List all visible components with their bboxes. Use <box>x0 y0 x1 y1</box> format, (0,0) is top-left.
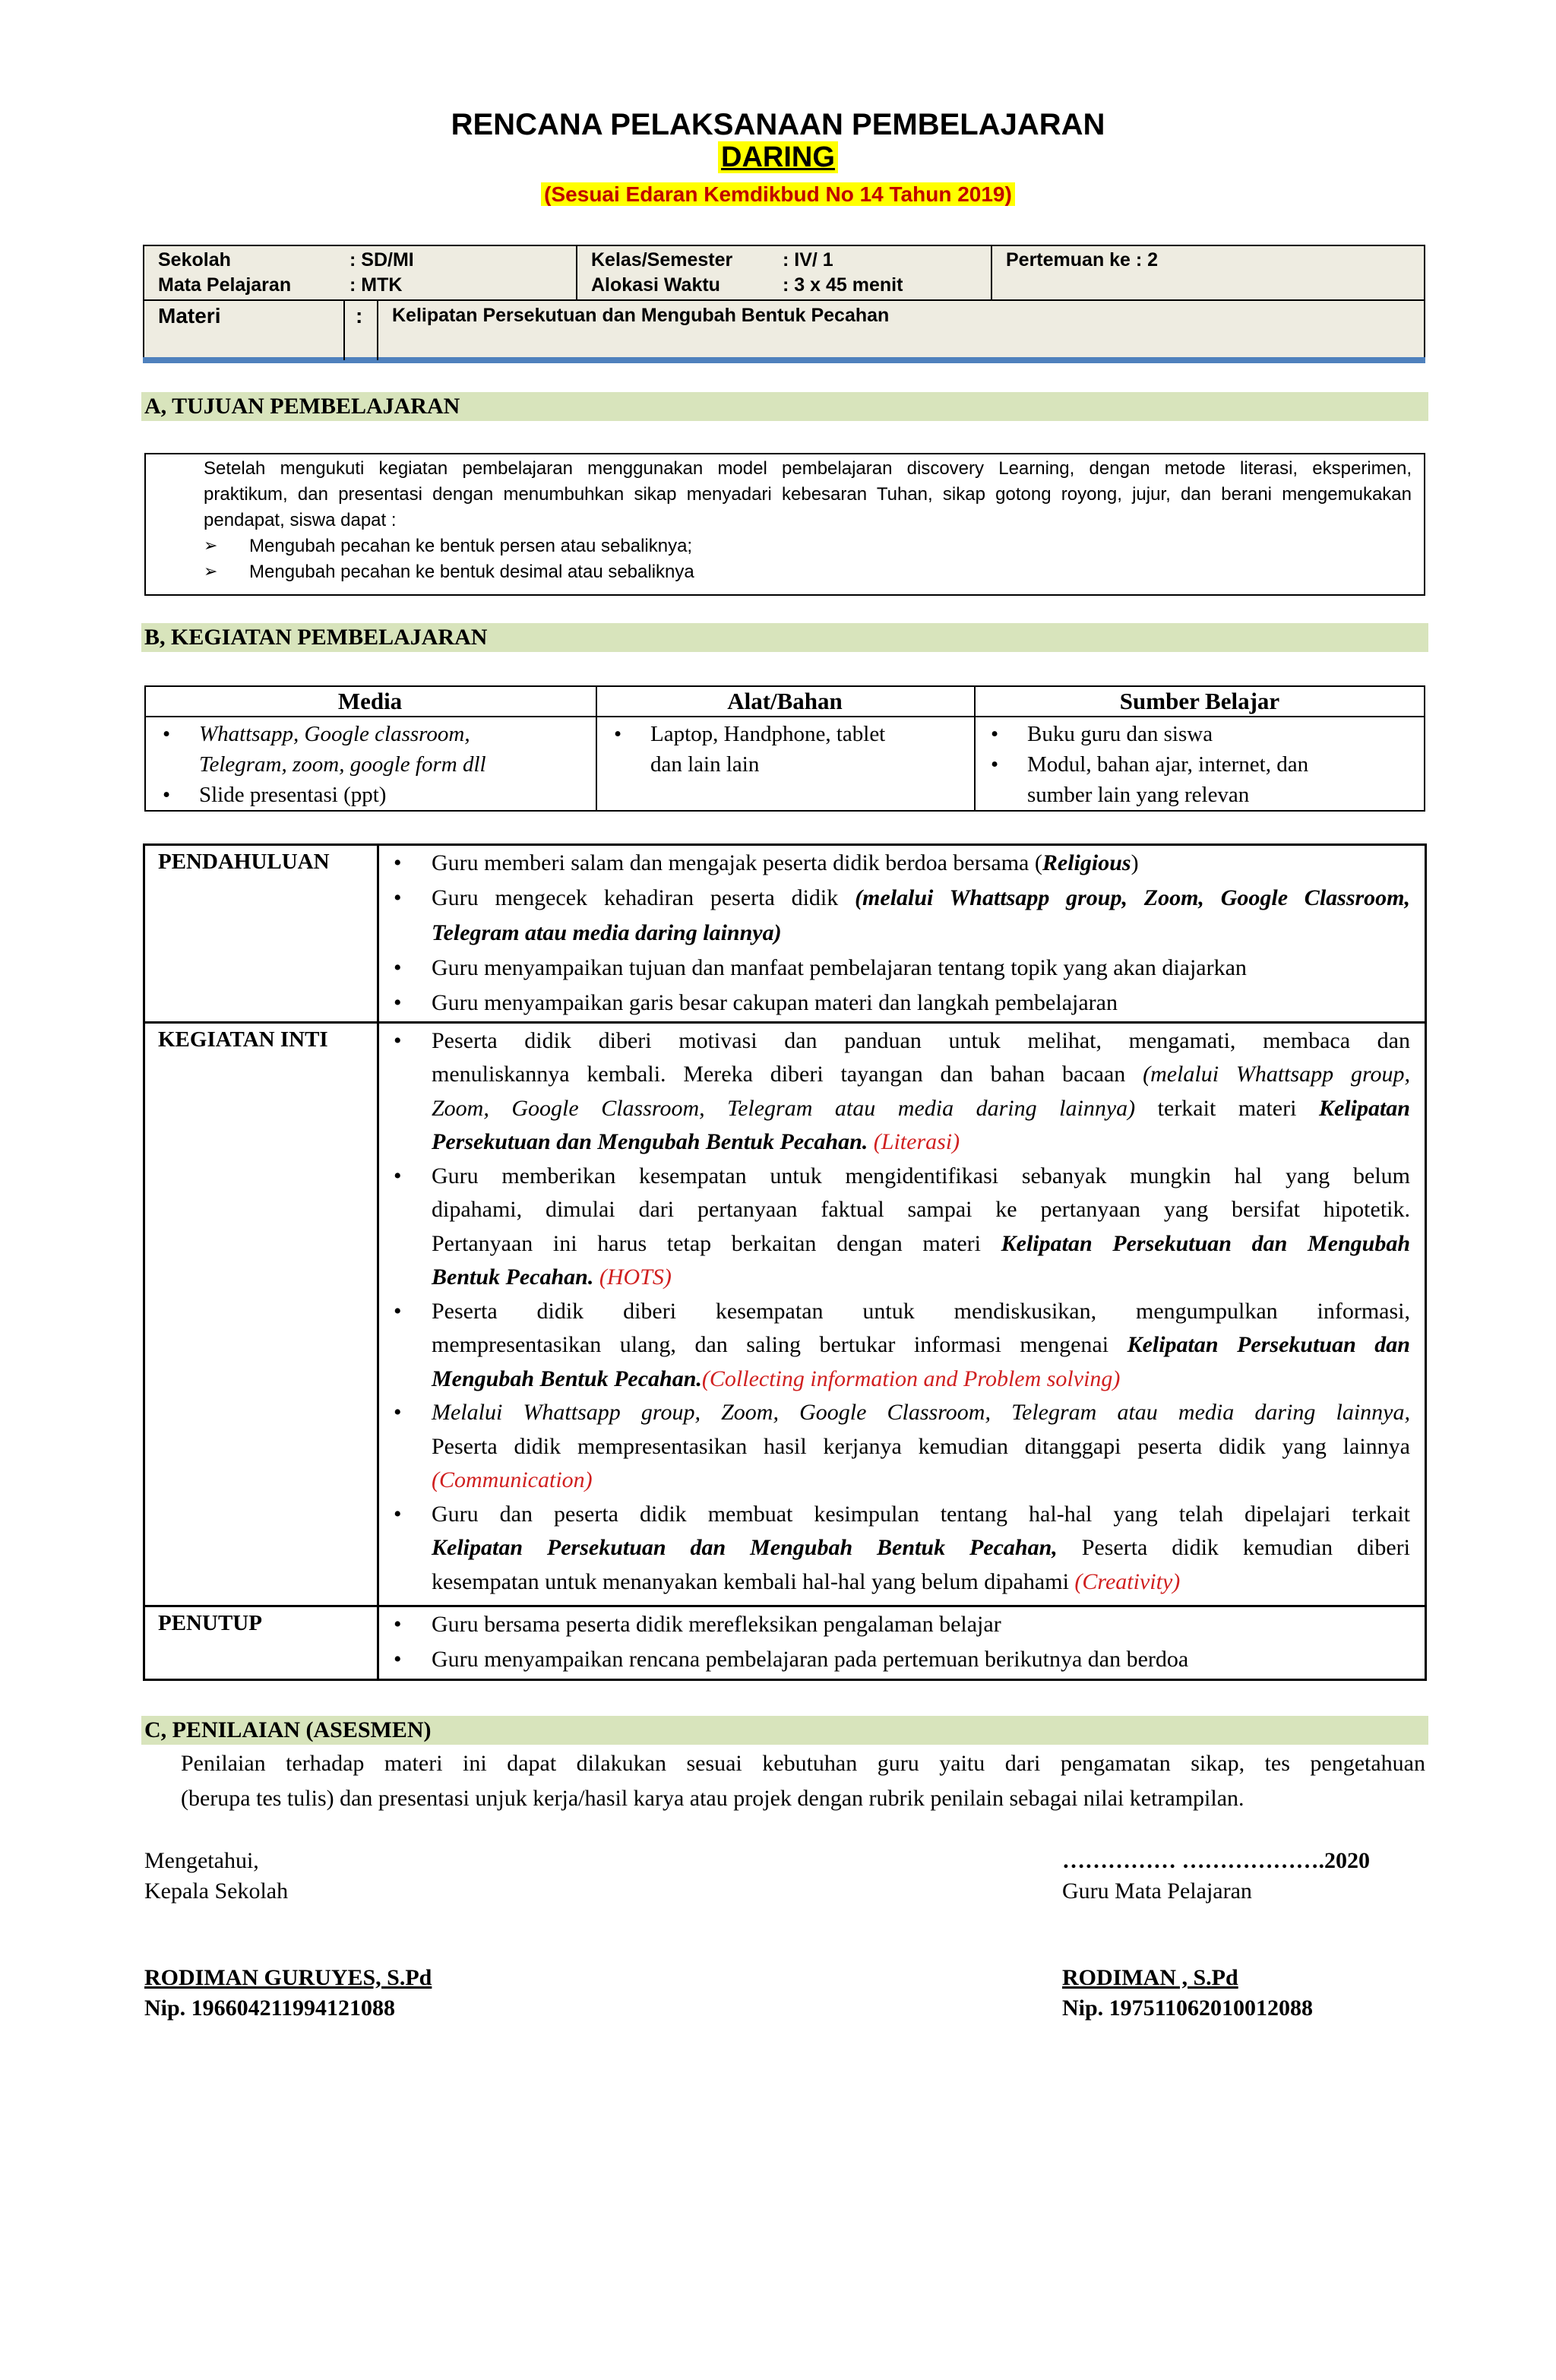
media-header: Media <box>337 688 403 714</box>
alat-item: dan lain lain <box>650 752 760 777</box>
pendahuluan-item: Guru menyampaikan garis besar cakupan materi dan langkah pembelajaran <box>432 990 1118 1015</box>
section-b-heading: B, KEGIATAN PEMBELAJARAN <box>141 623 1428 652</box>
penilaian-text: Penilaian terhadap materi ini dapat dilakukan sesuai kebutuhan guru yaitu dari pengamatan sikap, tes pengetahuan <box>181 1751 1425 1776</box>
divider <box>377 299 378 360</box>
inti-line: kesempatan untuk menanyakan kembali hal-hal yang belum dipahami (Creativity) <box>432 1569 1181 1594</box>
section-c-heading: C, PENILAIAN (ASESMEN) <box>141 1716 1428 1745</box>
info-table-accent-bar <box>143 357 1425 363</box>
bullet-icon: • <box>991 752 999 777</box>
alat-header: Alat/Bahan <box>727 688 843 714</box>
alat-item: Laptop, Handphone, tablet <box>650 722 886 746</box>
pendahuluan-item: Guru mengecek kehadiran peserta didik (melalui Whattsapp group, Zoom, Google Classroom, <box>432 885 1411 910</box>
inti-line: Melalui Whattsapp group, Zoom, Google Classroom, Telegram atau media daring lainnya, <box>432 1400 1410 1425</box>
pertemuan-value: Pertemuan ke : 2 <box>1006 249 1159 271</box>
sumber-item: Buku guru dan siswa <box>1027 722 1213 746</box>
kegiatan-inti-label: KEGIATAN INTI <box>158 1027 328 1052</box>
alokasi-label: Alokasi Waktu <box>591 274 720 296</box>
sumber-item: Modul, bahan ajar, internet, dan <box>1027 752 1309 777</box>
bullet-icon: • <box>394 990 402 1015</box>
guru-title: Guru Mata Pelajaran <box>1062 1878 1252 1904</box>
tujuan-item: Mengubah pecahan ke bentuk desimal atau sebaliknya <box>249 562 694 582</box>
guru-name: RODIMAN , S.Pd <box>1062 1965 1238 1990</box>
inti-line: Guru dan peserta didik membuat kesimpulan tentang hal-hal yang telah dipelajari terkait <box>432 1502 1410 1527</box>
inti-line: mempresentasikan ulang, dan saling bertukar informasi mengenai Kelipatan Persekutuan dan <box>432 1332 1410 1357</box>
divider <box>377 843 379 1681</box>
tujuan-line: praktikum, dan presentasi dengan menumbuhkan sikap menyadari kebesaran Tuhan, sikap gotong royong, jujur, dan berani mengemukakan <box>204 484 1412 505</box>
pendahuluan-label: PENDAHULUAN <box>158 850 330 874</box>
materi-colon: : <box>356 304 363 328</box>
inti-line: Peserta didik diberi kesempatan untuk mendiskusikan, mengumpulkan informasi, <box>432 1299 1410 1324</box>
kepala-sekolah-name: RODIMAN GURUYES, S.Pd <box>144 1965 432 1990</box>
inti-line: Persekutuan dan Mengubah Bentuk Pecahan. (Literasi) <box>432 1129 960 1154</box>
inti-line: Peserta didik diberi motivasi dan panduan untuk melihat, mengamati, membaca dan <box>432 1028 1410 1053</box>
sumber-header: Sumber Belajar <box>1119 688 1280 714</box>
arrow-bullet-icon: ➢ <box>204 562 218 581</box>
inti-line: Peserta didik mempresentasikan hasil kerjanya kemudian ditanggapi peserta didik yang lainnya <box>432 1434 1410 1459</box>
divider <box>991 245 992 299</box>
bullet-icon: • <box>394 1612 402 1637</box>
arrow-bullet-icon: ➢ <box>204 536 218 555</box>
penutup-item: Guru bersama peserta didik merefleksikan pengalaman belajar <box>432 1612 1001 1637</box>
tujuan-line: Setelah mengukuti kegiatan pembelajaran menggunakan model pembelajaran discovery Learning, dengan metode literasi, eksperimen, <box>204 458 1412 479</box>
section-a-heading: A, TUJUAN PEMBELAJARAN <box>141 392 1428 421</box>
guru-nip: Nip. 197511062010012088 <box>1062 1995 1314 2021</box>
bullet-icon: • <box>991 722 999 746</box>
inti-line: menuliskannya kembali. Mereka diberi tayangan dan bahan bacaan (melalui Whattsapp group, <box>432 1062 1411 1087</box>
materi-value: Kelipatan Persekutuan dan Mengubah Bentuk Pecahan <box>392 305 890 326</box>
inti-line: Kelipatan Persekutuan dan Mengubah Bentuk Pecahan, Peserta didik kemudian diberi <box>432 1535 1411 1560</box>
pendahuluan-item-cont: Telegram atau media daring lainnya) <box>432 920 782 945</box>
penutup-label: PENUTUP <box>158 1611 262 1635</box>
pendahuluan-item: Guru memberi salam dan mengajak peserta didik berdoa bersama (Religious) <box>432 850 1139 875</box>
inti-line: (Communication) <box>432 1467 593 1492</box>
kepala-sekolah-nip: Nip. 196604211994121088 <box>144 1995 396 2021</box>
inti-line: Guru memberikan kesempatan untuk mengidentifikasi sebanyak mungkin hal yang belum <box>432 1163 1410 1188</box>
pendahuluan-item: Guru menyampaikan tujuan dan manfaat pembelajaran tentang topik yang akan diajarkan <box>432 955 1247 980</box>
bullet-icon: • <box>163 783 171 807</box>
penutup-item: Guru menyampaikan rencana pembelajaran pada pertemuan berikutnya dan berdoa <box>432 1647 1189 1672</box>
sekolah-value: : SD/MI <box>349 249 414 271</box>
bullet-icon: • <box>163 722 171 746</box>
inti-line: Bentuk Pecahan. (HOTS) <box>432 1264 672 1290</box>
bullet-icon: • <box>394 1299 402 1324</box>
divider <box>343 299 345 360</box>
divider <box>143 1605 1427 1607</box>
divider <box>144 716 1425 717</box>
inti-line: dipahami, dimulai dari pertanyaan faktual sampai ke pertanyaan yang bersifat hipotetik. <box>432 1197 1410 1222</box>
document-title: RENCANA PELAKSANAAN PEMBELAJARAN <box>451 108 1105 141</box>
inti-line: Pertanyaan ini harus tetap berkaitan dengan materi Kelipatan Persekutuan dan Mengubah <box>432 1231 1411 1256</box>
kelas-label: Kelas/Semester <box>591 249 733 271</box>
mengetahui-text: Mengetahui, <box>144 1848 259 1873</box>
bullet-icon: • <box>394 885 402 910</box>
bullet-icon: • <box>394 1028 402 1053</box>
penilaian-text: (berupa tes tulis) dan presentasi unjuk kerja/hasil karya atau projek dengan rubrik penilain sebagai nilai ketrampilan. <box>181 1786 1244 1811</box>
sekolah-label: Sekolah <box>158 249 231 271</box>
media-item: Telegram, zoom, google form dll <box>199 752 486 777</box>
bullet-icon: • <box>394 1400 402 1425</box>
alokasi-value: : 3 x 45 menit <box>783 274 903 296</box>
tujuan-item: Mengubah pecahan ke bentuk persen atau sebaliknya; <box>249 536 693 556</box>
bullet-icon: • <box>394 1647 402 1672</box>
kepala-sekolah-title: Kepala Sekolah <box>144 1878 289 1904</box>
mapel-label: Mata Pelajaran <box>158 274 292 296</box>
sumber-item: sumber lain yang relevan <box>1027 783 1250 807</box>
bullet-icon: • <box>394 1163 402 1188</box>
divider <box>143 299 1425 301</box>
tujuan-line: pendapat, siswa dapat : <box>204 510 397 530</box>
media-item: Slide presentasi (ppt) <box>199 783 387 807</box>
media-item: Whattsapp, Google classroom, <box>199 722 470 746</box>
bullet-icon: • <box>394 955 402 980</box>
kelas-value: : IV/ 1 <box>783 249 833 271</box>
bullet-icon: • <box>394 850 402 875</box>
divider <box>576 245 577 299</box>
regulation-note: (Sesuai Edaran Kemdikbud No 14 Tahun 2019) <box>541 182 1015 206</box>
inti-line: Mengubah Bentuk Pecahan.(Collecting information and Problem solving) <box>432 1366 1121 1391</box>
date-line: …………… ……………….2020 <box>1062 1848 1370 1873</box>
bullet-icon: • <box>394 1502 402 1527</box>
divider <box>143 1021 1427 1024</box>
document-subtitle: DARING <box>718 141 838 173</box>
bullet-icon: • <box>614 722 622 746</box>
inti-line: Zoom, Google Classroom, Telegram atau media daring lainnya) terkait materi Kelipatan <box>432 1096 1410 1121</box>
mapel-value: : MTK <box>349 274 403 296</box>
materi-label: Materi <box>158 304 221 328</box>
